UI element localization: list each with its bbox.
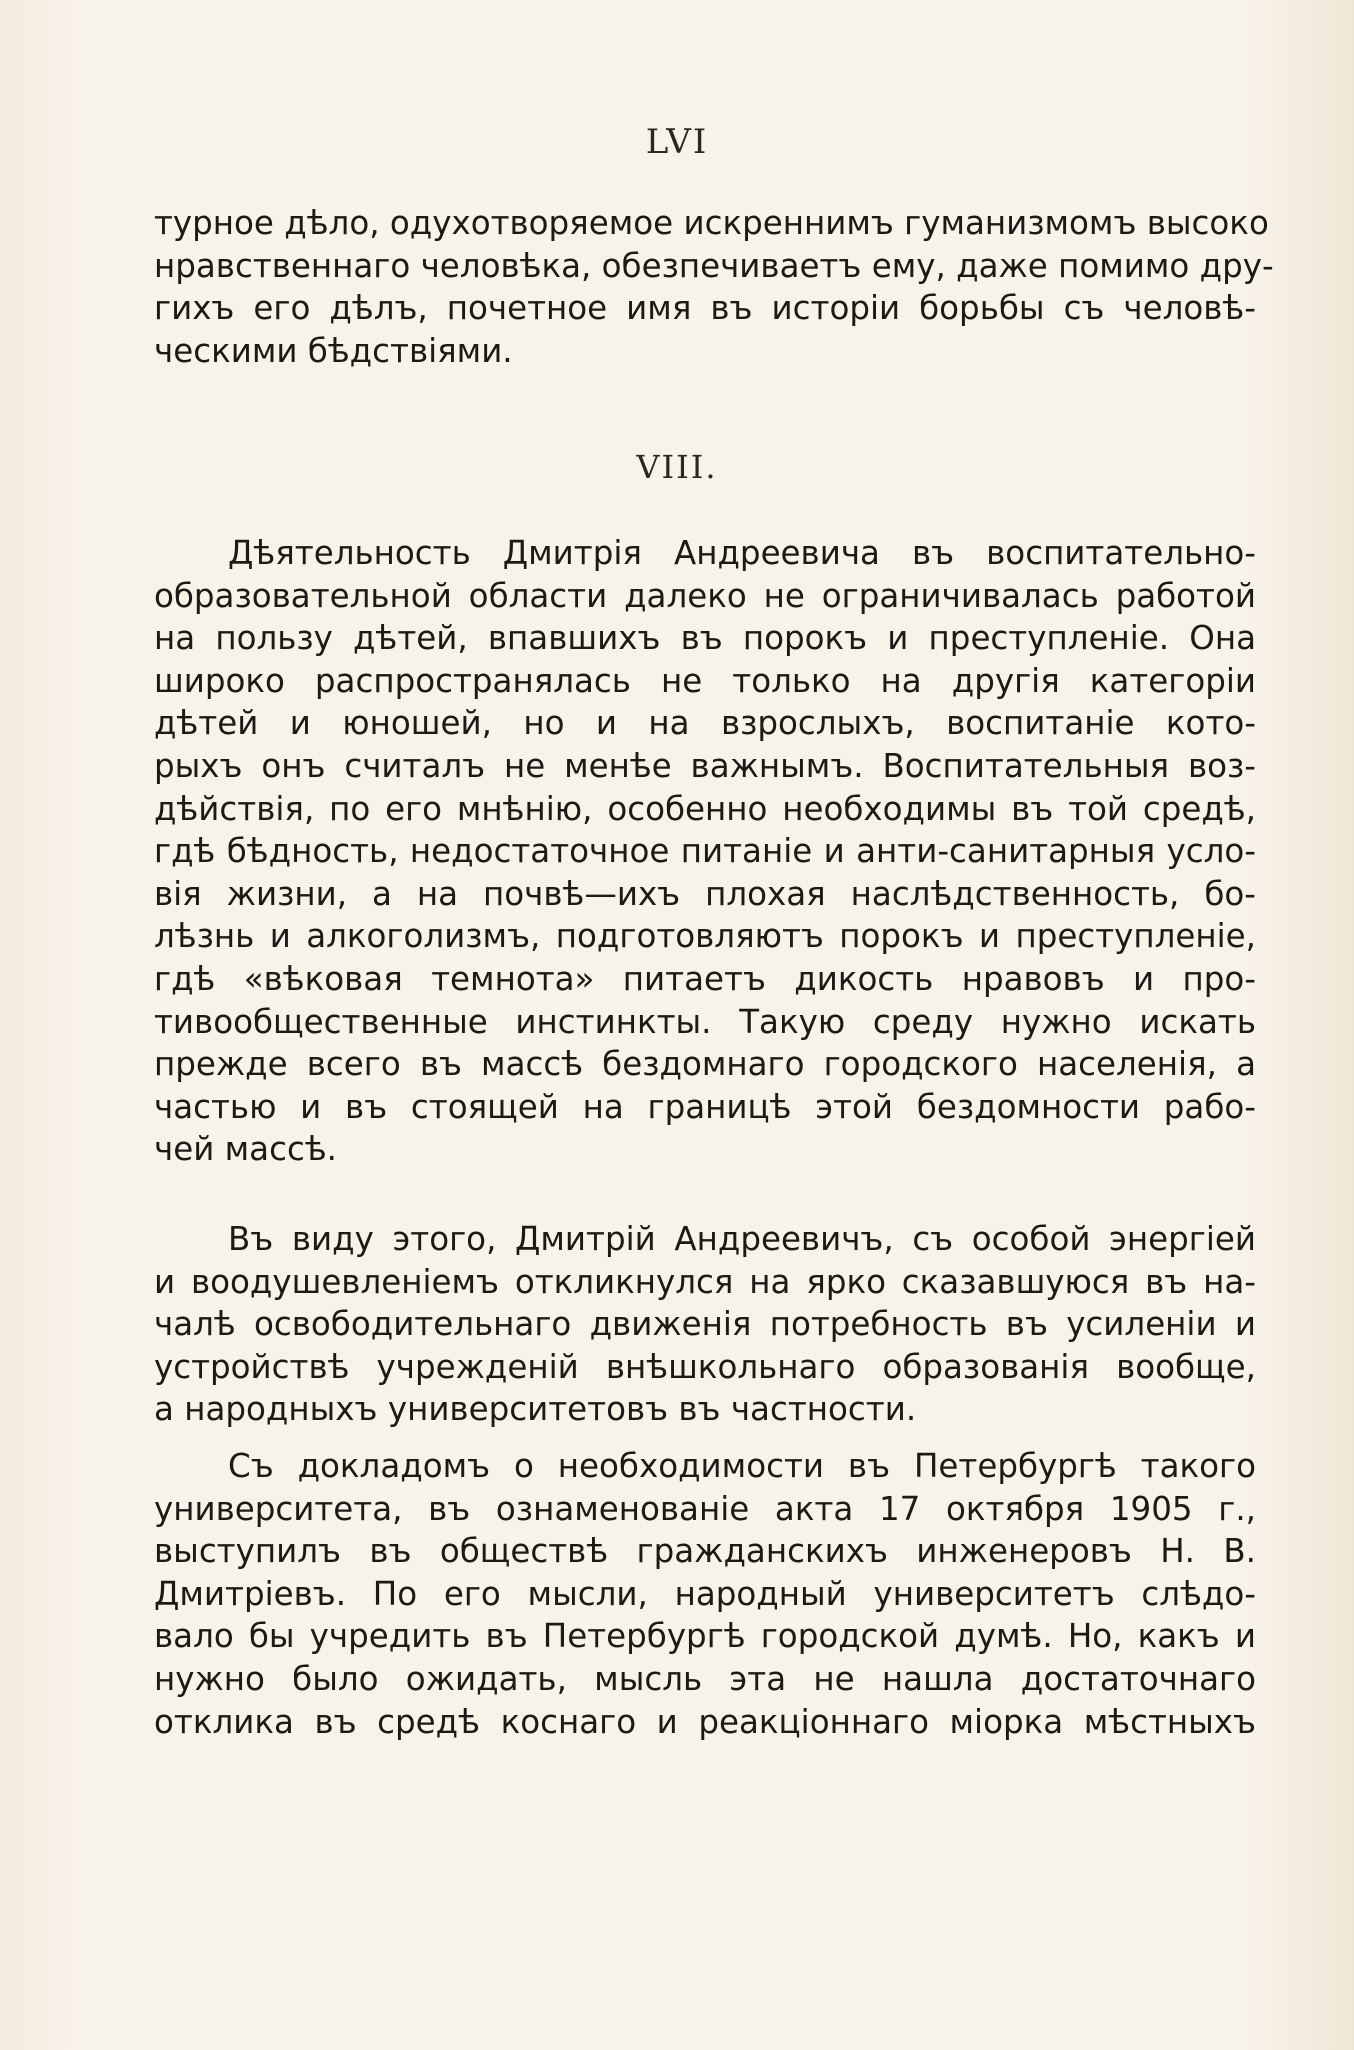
text-line: а народныхъ университетовъ въ частности.	[154, 1390, 917, 1429]
text-line: Въ виду этого, Дмитрій Андреевичъ, съ особой энергіей	[228, 1220, 1256, 1258]
text-line: турное дѣло, одухотворяемое искреннимъ гуманизмомъ высоко	[154, 204, 1269, 242]
text-line: нужно было ожидать, мысль эта не нашла достаточнаго	[154, 1659, 1256, 1698]
text-line: гихъ его дѣлъ, почетное имя въ исторіи борьбы съ человѣ-	[154, 289, 1256, 328]
text-line: нравственнаго человѣка, обезпечиваетъ ему, даже помимо дру-	[154, 246, 1274, 285]
text-line: образовательной области далеко не ограничивалась работой	[154, 576, 1256, 615]
text-line: широко распространялась не только на другія категоріи	[154, 661, 1256, 700]
text-line: выступилъ въ обществѣ гражданскихъ инженеровъ Н. В.	[154, 1532, 1256, 1571]
paragraph-1	[154, 532, 1256, 1171]
page-number: LVI	[645, 122, 709, 162]
paragraph-3	[154, 1445, 1256, 1743]
text-line: чей массѣ.	[154, 1130, 337, 1169]
text-line: рыхъ онъ считалъ не менѣе важнымъ. Воспитательныя воз-	[154, 746, 1256, 785]
text-line: отклика въ средѣ коснаго и реакціоннаго міорка мѣстныхъ	[154, 1702, 1256, 1741]
text-line: Дмитріевъ. По его мысли, народный университетъ слѣдо-	[154, 1574, 1256, 1613]
text-line: чалѣ освободительнаго движенія потребность въ усиленіи и	[154, 1305, 1256, 1344]
text-line: Дѣятельность Дмитрія Андреевича въ воспитательно-	[228, 534, 1256, 572]
text-line: ческими бѣдствіями.	[154, 331, 513, 370]
text-line: устройствѣ учрежденій внѣшкольнаго образованія вообще,	[154, 1347, 1256, 1386]
text-line: вало бы учредить въ Петербургѣ городской думѣ. Но, какъ и	[154, 1617, 1256, 1656]
text-line: тивообщественные инстинкты. Такую среду нужно искать	[154, 1002, 1256, 1041]
section-heading: VIII.	[636, 448, 718, 486]
text-line: на пользу дѣтей, впавшихъ въ порокъ и преступленіе. Она	[154, 619, 1256, 658]
text-line: университета, въ ознаменованіе акта 17 октября 1905 г.,	[154, 1489, 1256, 1528]
text-line: лѣзнь и алкоголизмъ, подготовляютъ порокъ и преступленіе,	[154, 917, 1256, 956]
text-line: дѣйствія, по его мнѣнію, особенно необходимы въ той средѣ,	[154, 789, 1256, 828]
text-line: дѣтей и юношей, но и на взрослыхъ, воспитаніе кото-	[154, 704, 1256, 743]
text-line: прежде всего въ массѣ бездомнаго городского населенія, а	[154, 1045, 1256, 1084]
text-line: гдѣ «вѣковая темнота» питаетъ дикость нравовъ и про-	[154, 959, 1256, 998]
text-line: Съ докладомъ о необходимости въ Петербургѣ такого	[228, 1447, 1256, 1485]
text-line: и воодушевленіемъ откликнулся на ярко сказавшуюся въ на-	[154, 1262, 1256, 1301]
text-line: гдѣ бѣдность, недостаточное питаніе и анти-санитарныя усло-	[154, 832, 1256, 871]
paragraph-2	[154, 1218, 1256, 1431]
text-line: вія жизни, а на почвѣ—ихъ плохая наслѣдственность, бо-	[154, 874, 1256, 913]
text-line: частью и въ стоящей на границѣ этой бездомности рабо-	[154, 1087, 1256, 1126]
intro-paragraph	[154, 202, 1274, 372]
